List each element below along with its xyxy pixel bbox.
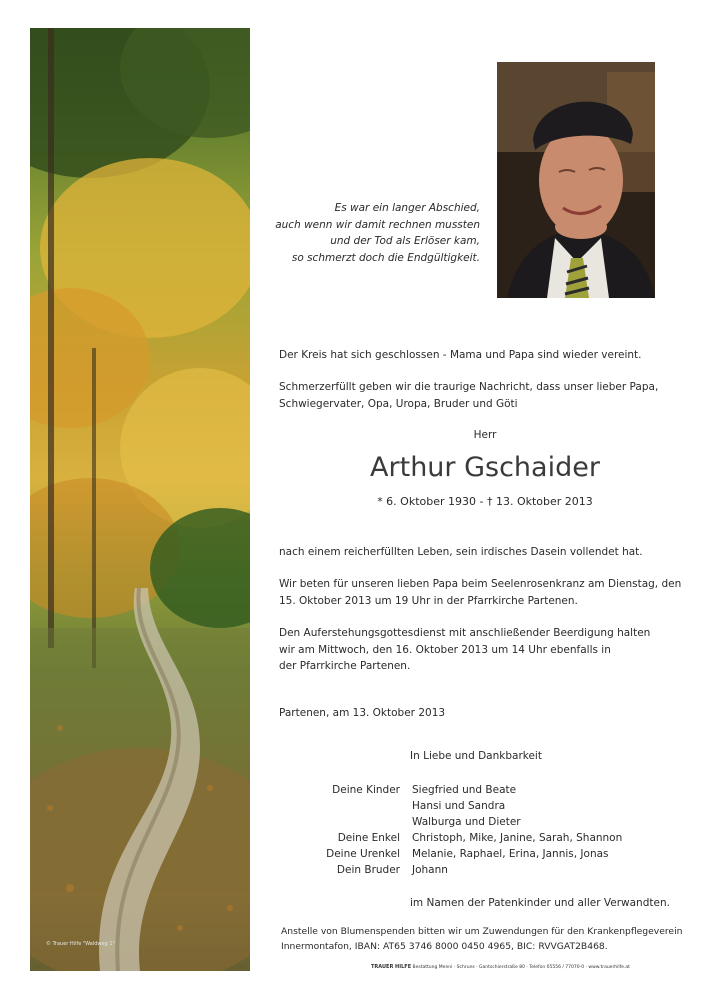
announcement-line: Schmerzerfüllt geben wir die traurige Nachricht, dass unser lieber Papa, bbox=[279, 381, 659, 393]
quote-line: und der Tod als Erlöser kam, bbox=[330, 235, 480, 247]
mourner-names: Melanie, Raphael, Erina, Jannis, Jonas bbox=[412, 848, 609, 860]
portrait-illustration bbox=[497, 62, 655, 298]
body-line: nach einem reicherfüllten Leben, sein irdisches Dasein vollendet hat. bbox=[279, 546, 643, 558]
forest-path-illustration bbox=[30, 28, 250, 971]
quote-line: so schmerzt doch die Endgültigkeit. bbox=[291, 251, 480, 264]
announcement-line: Schwiegervater, Opa, Uropa, Bruder und Göti bbox=[279, 397, 518, 410]
quote-line: auch wenn wir damit rechnen mussten bbox=[275, 218, 480, 231]
footer-details: Bestattung Menni · Schruns · Gantschierstraße 80 · Telefon 05556 / 77070-0 · www.trauerhilfe.at bbox=[412, 965, 630, 970]
mourner-relation bbox=[300, 814, 412, 830]
body-line: wir am Mittwoch, den 16. Oktober 2013 um 14 Uhr ebenfalls in bbox=[279, 643, 611, 656]
intro-sentence bbox=[279, 347, 642, 364]
donation-line: Innermontafon, IBAN: AT65 3746 8000 0450 4965, BIC: RVVGAT2B468. bbox=[281, 941, 608, 952]
mourners-heading: In Liebe und Dankbarkeit bbox=[410, 750, 542, 762]
life-dates: * 6. Oktober 1930 - † 13. Oktober 2013 bbox=[377, 495, 593, 508]
memorial-quote bbox=[262, 200, 480, 266]
mourner-row bbox=[300, 798, 622, 814]
funeral-service-text bbox=[279, 625, 650, 675]
deceased-name: Arthur Gschaider bbox=[370, 452, 600, 483]
mourner-relation: Deine Enkel bbox=[337, 832, 400, 844]
mourner-row bbox=[300, 846, 622, 862]
announcement-text bbox=[279, 379, 658, 412]
mourner-names: Walburga und Dieter bbox=[412, 816, 521, 828]
mourner-row bbox=[300, 782, 622, 798]
body-line: Wir beten für unseren lieben Papa beim Seelenrosenkranz am Dienstag, den bbox=[279, 578, 682, 590]
mourner-names: Hansi und Sandra bbox=[412, 800, 506, 812]
mourner-relation: Dein Bruder bbox=[336, 864, 400, 876]
portrait-photo bbox=[497, 62, 655, 298]
image-credit: © Trauer Hilfe "Waldweg 1" bbox=[46, 941, 115, 947]
mourner-relation bbox=[300, 798, 412, 814]
mourners-list bbox=[300, 782, 622, 878]
mourner-row bbox=[300, 862, 622, 878]
life-completed-text bbox=[279, 544, 643, 561]
body-line: Den Auferstehungsgottesdienst mit anschließender Beerdigung halten bbox=[279, 627, 651, 639]
mourner-row bbox=[300, 830, 622, 846]
quote-line: Es war ein langer Abschied, bbox=[334, 202, 480, 214]
mourner-relation: Deine Urenkel bbox=[326, 848, 400, 860]
body-line: der Pfarrkirche Partenen. bbox=[279, 660, 411, 672]
footer bbox=[371, 964, 630, 970]
rosary-text bbox=[279, 576, 681, 609]
donation-line: Anstelle von Blumenspenden bitten wir um Zuwendungen für den Krankenpflegeverein bbox=[281, 926, 683, 937]
salutation: Herr bbox=[473, 429, 497, 441]
mourner-relation: Deine Kinder bbox=[332, 784, 400, 796]
mourner-row bbox=[300, 814, 622, 830]
footer-brand: TRAUER HILFE bbox=[371, 964, 412, 970]
forest-path-photo bbox=[30, 28, 250, 971]
body-line: 15. Oktober 2013 um 19 Uhr in der Pfarrkirche Partenen. bbox=[279, 594, 578, 607]
mourner-names: Christoph, Mike, Janine, Sarah, Shannon bbox=[412, 832, 623, 844]
mourner-names: Johann bbox=[412, 864, 448, 876]
place-date bbox=[279, 705, 445, 722]
intro-line: Der Kreis hat sich geschlossen - Mama und Papa sind wieder vereint. bbox=[279, 349, 642, 361]
place-date-line: Partenen, am 13. Oktober 2013 bbox=[279, 707, 446, 719]
closing-line: im Namen der Patenkinder und aller Verwandten. bbox=[410, 897, 670, 909]
mourner-names: Siegfried und Beate bbox=[412, 784, 517, 796]
donation-notice bbox=[281, 924, 682, 954]
